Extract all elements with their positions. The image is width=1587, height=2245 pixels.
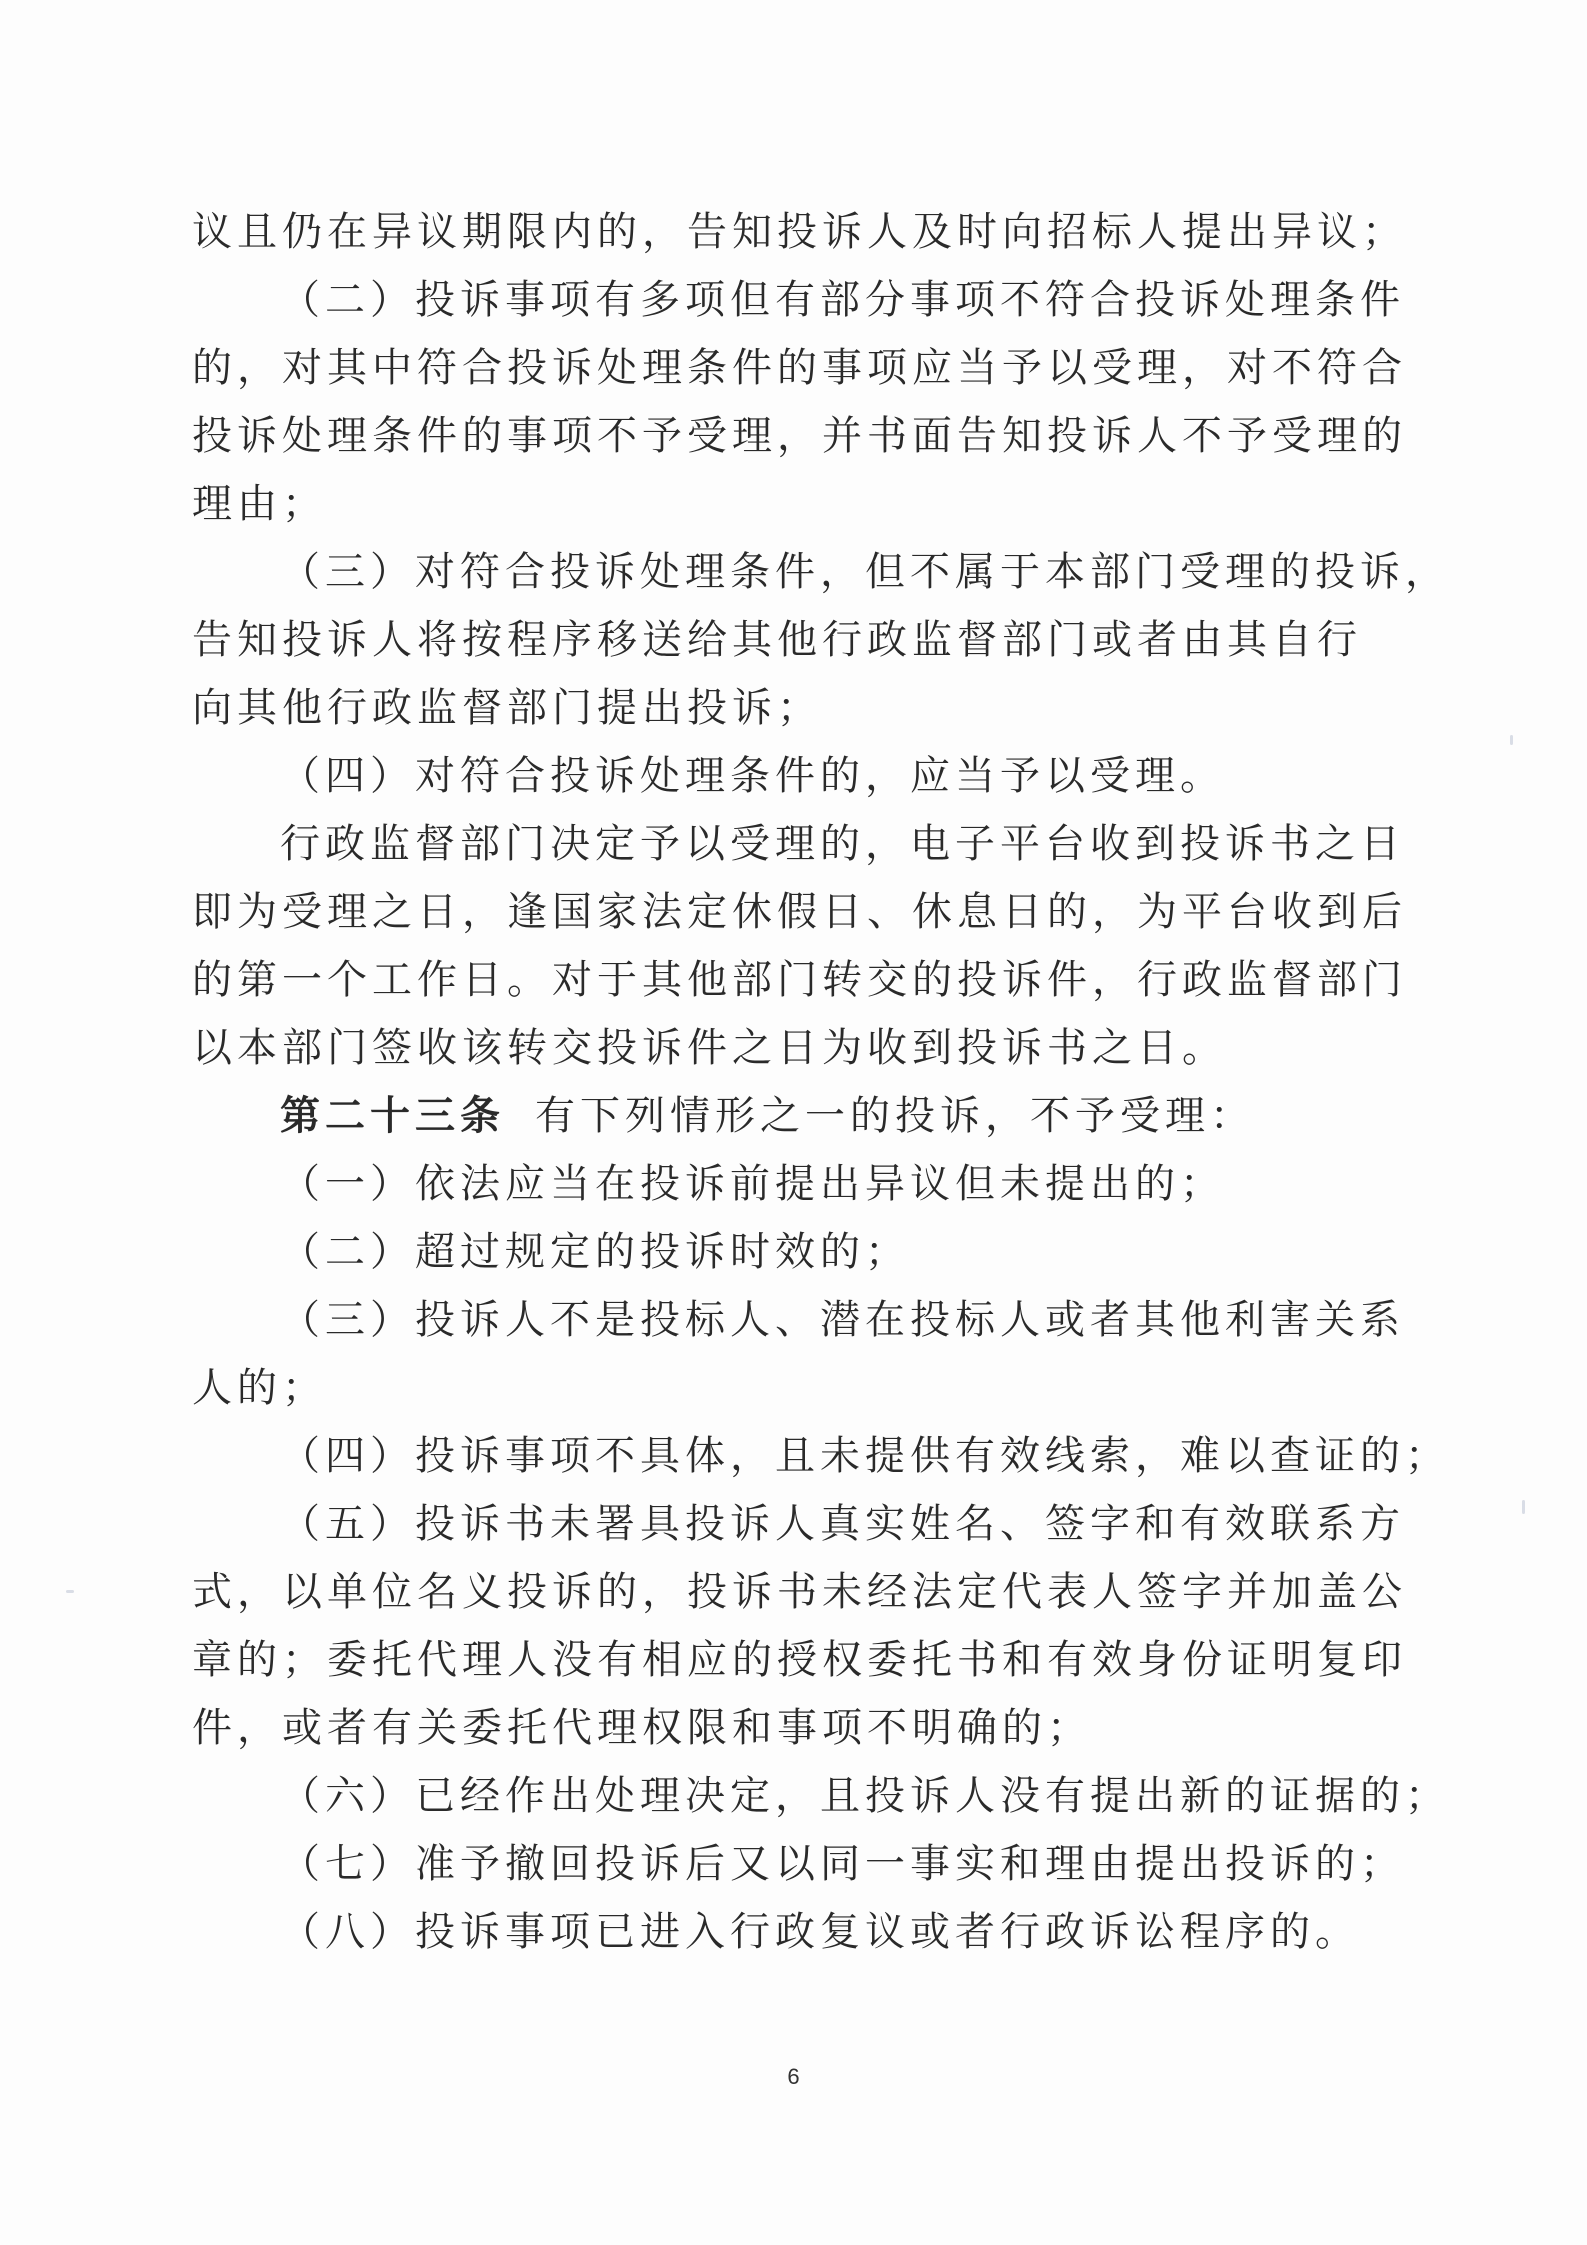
text-line: （三）投诉人不是投标人、潜在投标人或者其他利害关系 xyxy=(280,1297,1405,1343)
article-line xyxy=(192,1082,1327,1150)
text-line: 以本部门签收该转交投诉件之日为收到投诉书之日。 xyxy=(192,1025,1227,1071)
text-line: 行政监督部门决定予以受理的，电子平台收到投诉书之日 xyxy=(280,821,1405,867)
page-number: 6 xyxy=(787,2064,800,2089)
text-line: 即为受理之日，逢国家法定休假日、休息日的，为平台收到后 xyxy=(192,889,1407,935)
text-line: （二）超过规定的投诉时效的； xyxy=(280,1229,910,1275)
text-line: 的第一个工作日。对于其他部门转交的投诉件，行政监督部门 xyxy=(192,957,1407,1003)
text-line: （八）投诉事项已进入行政复议或者行政诉讼程序的。 xyxy=(280,1909,1360,1955)
text-line: （四）投诉事项不具体，且未提供有效线索，难以查证的； xyxy=(280,1433,1450,1479)
text-line: （五）投诉书未署具投诉人真实姓名、签字和有效联系方 xyxy=(280,1501,1405,1547)
text-line: 式，以单位名义投诉的，投诉书未经法定代表人签字并加盖公 xyxy=(192,1569,1407,1615)
text-line: 告知投诉人将按程序移送给其他行政监督部门或者由其自行 xyxy=(192,617,1362,663)
text-line: （一）依法应当在投诉前提出异议但未提出的； xyxy=(280,1161,1225,1207)
scan-speck xyxy=(1510,735,1513,745)
text-line: （四）对符合投诉处理条件的，应当予以受理。 xyxy=(280,753,1225,799)
text-line: 章的；委托代理人没有相应的授权委托书和有效身份证明复印 xyxy=(192,1637,1407,1683)
scan-speck xyxy=(1522,1500,1525,1514)
text-line: 投诉处理条件的事项不予受理，并书面告知投诉人不予受理的 xyxy=(192,413,1407,459)
article-text: 有下列情形之一的投诉，不予受理： xyxy=(535,1093,1255,1139)
text-line: （六）已经作出处理决定，且投诉人没有提出新的证据的； xyxy=(280,1773,1450,1819)
article-heading: 第二十三条 xyxy=(280,1093,505,1139)
text-line: 的，对其中符合投诉处理条件的事项应当予以受理，对不符合 xyxy=(192,345,1407,391)
text-line: 向其他行政监督部门提出投诉； xyxy=(192,685,822,731)
text-line: 议且仍在异议期限内的，告知投诉人及时向招标人提出异议； xyxy=(192,209,1407,255)
text-line: （七）准予撤回投诉后又以同一事实和理由提出投诉的； xyxy=(280,1841,1405,1887)
text-line: 人的； xyxy=(192,1365,327,1411)
text-line: 理由； xyxy=(192,481,327,527)
scan-speck xyxy=(66,1590,74,1593)
text-line: 件，或者有关委托代理权限和事项不明确的； xyxy=(192,1705,1092,1751)
text-line: （二）投诉事项有多项但有部分事项不符合投诉处理条件 xyxy=(280,277,1405,323)
text-line: （三）对符合投诉处理条件，但不属于本部门受理的投诉， xyxy=(280,549,1450,595)
document-body xyxy=(192,198,1450,1966)
